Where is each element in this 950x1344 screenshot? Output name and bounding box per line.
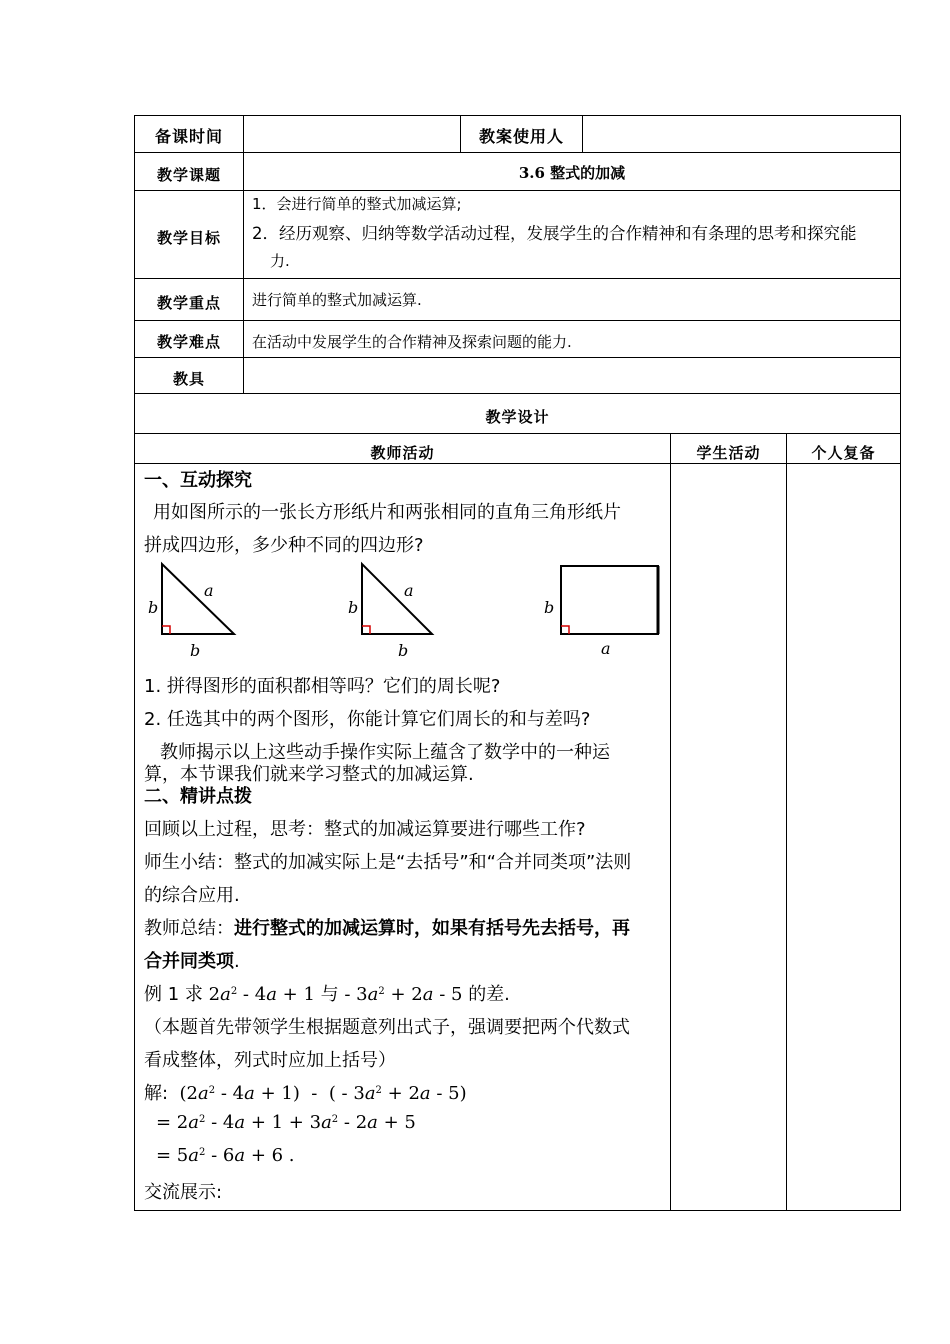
topic-value: 3.6 整式的加减 (518, 164, 626, 182)
tri1-label-b-side: b (148, 598, 159, 617)
topic-label: 教学课题 (156, 166, 221, 184)
col-personal-prep: 个人复备 (811, 444, 876, 462)
teacher-conclusion-prefix: 教师总结： (144, 918, 234, 939)
difficulty-value: 在活动中发展学生的合作精神及探索问题的能力. (252, 333, 572, 351)
table-border (582, 115, 583, 153)
solution-step-1: $(2a^2 - 4a + 1)$ - ( - $3a^2 + 2a - 5$) (173, 1083, 467, 1104)
example-1-expr-2: - $3a^2 + 2a - 5$ (344, 984, 463, 1005)
section-1-paragraph-2-line-2: 算，本节课我们就来学习整式的加减运算. (144, 764, 474, 785)
table-border (134, 152, 901, 153)
section-2-summary-line-2: 的综合应用. (144, 885, 240, 906)
rect-label-b: b (544, 598, 555, 617)
goals-label: 教学目标 (156, 229, 221, 247)
solution-step-2: = $2a^2 - 4a + 1 + 3a^2 - 2a + 5$ (156, 1112, 416, 1133)
share-label: 交流展示: (144, 1182, 223, 1203)
example-1-expr-1: $2a^2 - 4a + 1$ (208, 984, 315, 1005)
table-border (243, 115, 244, 394)
example-1 (144, 980, 510, 1006)
solution-label: 解: (144, 1083, 169, 1104)
table-border (900, 115, 901, 1211)
goal-1: 1．会进行简单的整式加减运算; (252, 195, 462, 213)
user-label: 教案使用人 (478, 127, 564, 146)
solution-step-3: = $5a^2 - 6a + 6$ . (156, 1145, 295, 1166)
section-1-paragraph-line-1: 用如图所示的一张长方形纸片和两张相同的直角三角形纸片 (153, 502, 621, 523)
col-teacher-activity: 教师活动 (370, 444, 435, 462)
rect-label-a: a (601, 639, 611, 658)
shapes-figure (140, 558, 670, 662)
key-point-label: 教学重点 (156, 294, 221, 312)
table-border (134, 393, 901, 394)
example-1-note-line-1: （本题首先带领学生根据题意列出式子，强调要把两个代数式 (144, 1017, 630, 1038)
table-border (134, 115, 135, 1211)
teacher-conclusion-bold-2: 合并同类项 (144, 951, 234, 972)
section-1-paragraph-line-2: 拼成四边形，多少种不同的四边形? (144, 535, 424, 556)
example-1-mid: 与 (320, 984, 339, 1005)
tri2-label-b-base: b (398, 641, 409, 660)
right-triangle-1 (148, 564, 234, 660)
teacher-conclusion-line-1 (144, 914, 630, 940)
goal-2-line-2: 力. (270, 252, 290, 270)
design-label: 教学设计 (485, 408, 550, 426)
table-border (670, 433, 671, 1211)
section-2-title: 二、精讲点拨 (144, 786, 252, 807)
difficulty-label: 教学难点 (156, 333, 221, 351)
table-border (134, 357, 901, 358)
section-2-summary-line-1: 师生小结：整式的加减实际上是“去括号”和“合并同类项”法则 (144, 852, 632, 873)
teacher-conclusion-end: . (234, 951, 240, 972)
tri1-label-a: a (204, 581, 214, 600)
table-border (134, 115, 901, 116)
goal-2-line-1: 2．经历观察、归纳等数学活动过程，发展学生的合作精神和有条理的思考和探究能 (252, 224, 857, 243)
right-triangle-2 (348, 564, 432, 660)
teacher-conclusion-line-2 (144, 947, 240, 973)
section-1-title: 一、互动探究 (144, 470, 252, 491)
rectangle (544, 566, 658, 658)
question-2: 2. 任选其中的两个图形，你能计算它们周长的和与差吗? (144, 709, 591, 730)
section-2-paragraph-1: 回顾以上过程，思考：整式的加减运算要进行哪些工作? (144, 819, 586, 840)
tri2-label-a: a (404, 581, 414, 600)
tri2-label-b-side: b (348, 598, 359, 617)
example-1-label: 例 1 求 (144, 984, 203, 1005)
example-1-end: 的差. (468, 984, 510, 1005)
table-border (134, 190, 901, 191)
tri1-label-b-base: b (190, 641, 201, 660)
question-1: 1. 拼得图形的面积都相等吗？它们的周长呢? (144, 676, 501, 697)
table-border (134, 278, 901, 279)
teacher-conclusion-bold-1: 进行整式的加减运算时，如果有括号先去括号，再 (234, 918, 630, 939)
example-1-note-line-2: 看成整体，列式时应加上括号） (144, 1050, 396, 1071)
prep-time-label: 备课时间 (154, 127, 223, 146)
tools-label: 教具 (172, 370, 205, 388)
col-student-activity: 学生活动 (696, 444, 761, 462)
table-border (786, 433, 787, 1211)
key-point-value: 进行简单的整式加减运算. (252, 291, 422, 309)
solution-line-1 (144, 1079, 467, 1105)
section-1-paragraph-2-line-1: 教师揭示以上这些动手操作实际上蕴含了数学中的一种运 (160, 742, 610, 763)
table-border (134, 320, 901, 321)
